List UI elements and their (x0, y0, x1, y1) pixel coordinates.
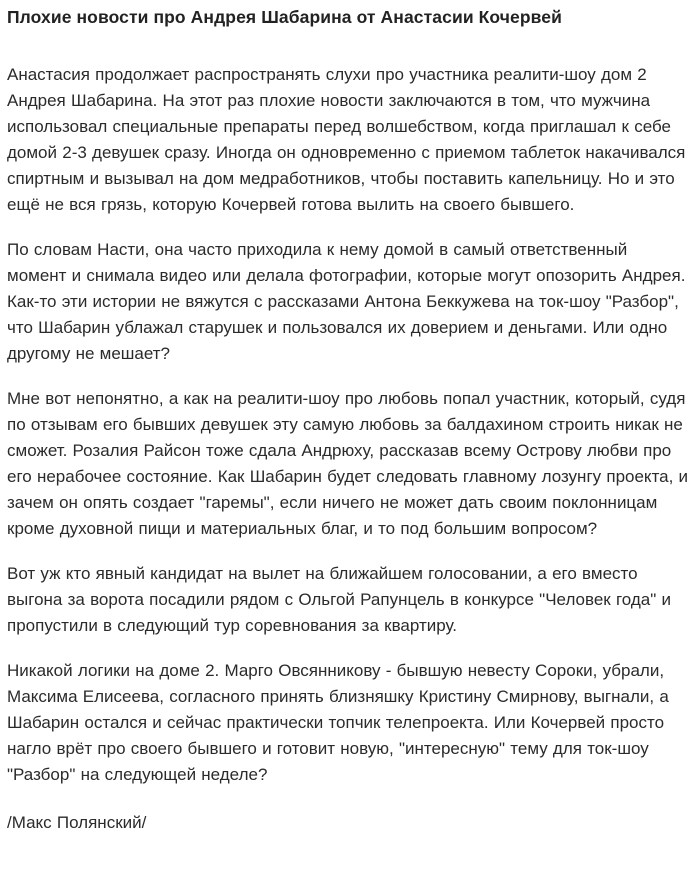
article-paragraph: Анастасия продолжает распространять слухи про участника реалити-шоу дом 2 Андрея Шабарина. На этот раз плохие новости заключаются в том, что мужчина использовал специальные препараты перед волшебством, когда приглашал к себе домой 2-3 девушек сразу. Иногда он одновременно с приемом таблеток накачивался спиртным и вызывал на дом медработников, чтобы поставить капельницу. Но и это ещё не вся грязь, которую Кочервей готова вылить на своего бывшего. (7, 65, 686, 214)
article-paragraph: Мне вот непонятно, а как на реалити-шоу про любовь попал участник, который, судя по отзывам его бывших девушек эту самую любовь за балдахином строить никак не сможет. Розалия Райсон тоже сдала Андрюху, рассказав всему Острову любви про его нерабочее состояние. Как Шабарин будет следовать главному лозунгу проекта, и зачем он опять создает "гаремы", если ничего не может дать своим поклонницам кроме духовной пищи и материальных благ, и то под большим вопросом? (7, 389, 689, 538)
article-paragraph: По словам Насти, она часто приходила к нему домой в самый ответственный момент и снимала видео или делала фотографии, которые могут опозорить Андрея. Как-то эти истории не вяжутся с рассказами Антона Беккужева на ток-шоу "Разбор", что Шабарин ублажал старушек и пользовался их доверием и деньгами. Или одно другому не мешает? (7, 240, 686, 363)
article-title: Плохие новости про Андрея Шабарина от Анастасии Кочервей (7, 7, 562, 27)
article-paragraph: Вот уж кто явный кандидат на вылет на ближайшем голосовании, а его вместо выгона за ворота посадили рядом с Ольгой Рапунцель в конкурсе "Человек года" и пропустили в следующий тур соревнования за квартиру. (7, 564, 671, 635)
article-paragraph: Никакой логики на доме 2. Марго Овсянникову - бывшую невесту Сороки, убрали, Максима Елисеева, согласного принять близняшку Кристину Смирнову, выгнали, а Шабарин остался и сейчас практически топчик телепроекта. Или Кочервей просто нагло врёт про своего бывшего и готовит новую, "интересную" тему для ток-шоу "Разбор" на следующей неделе? (7, 661, 669, 784)
article-signature: /Макс Полянский/ (7, 813, 147, 832)
